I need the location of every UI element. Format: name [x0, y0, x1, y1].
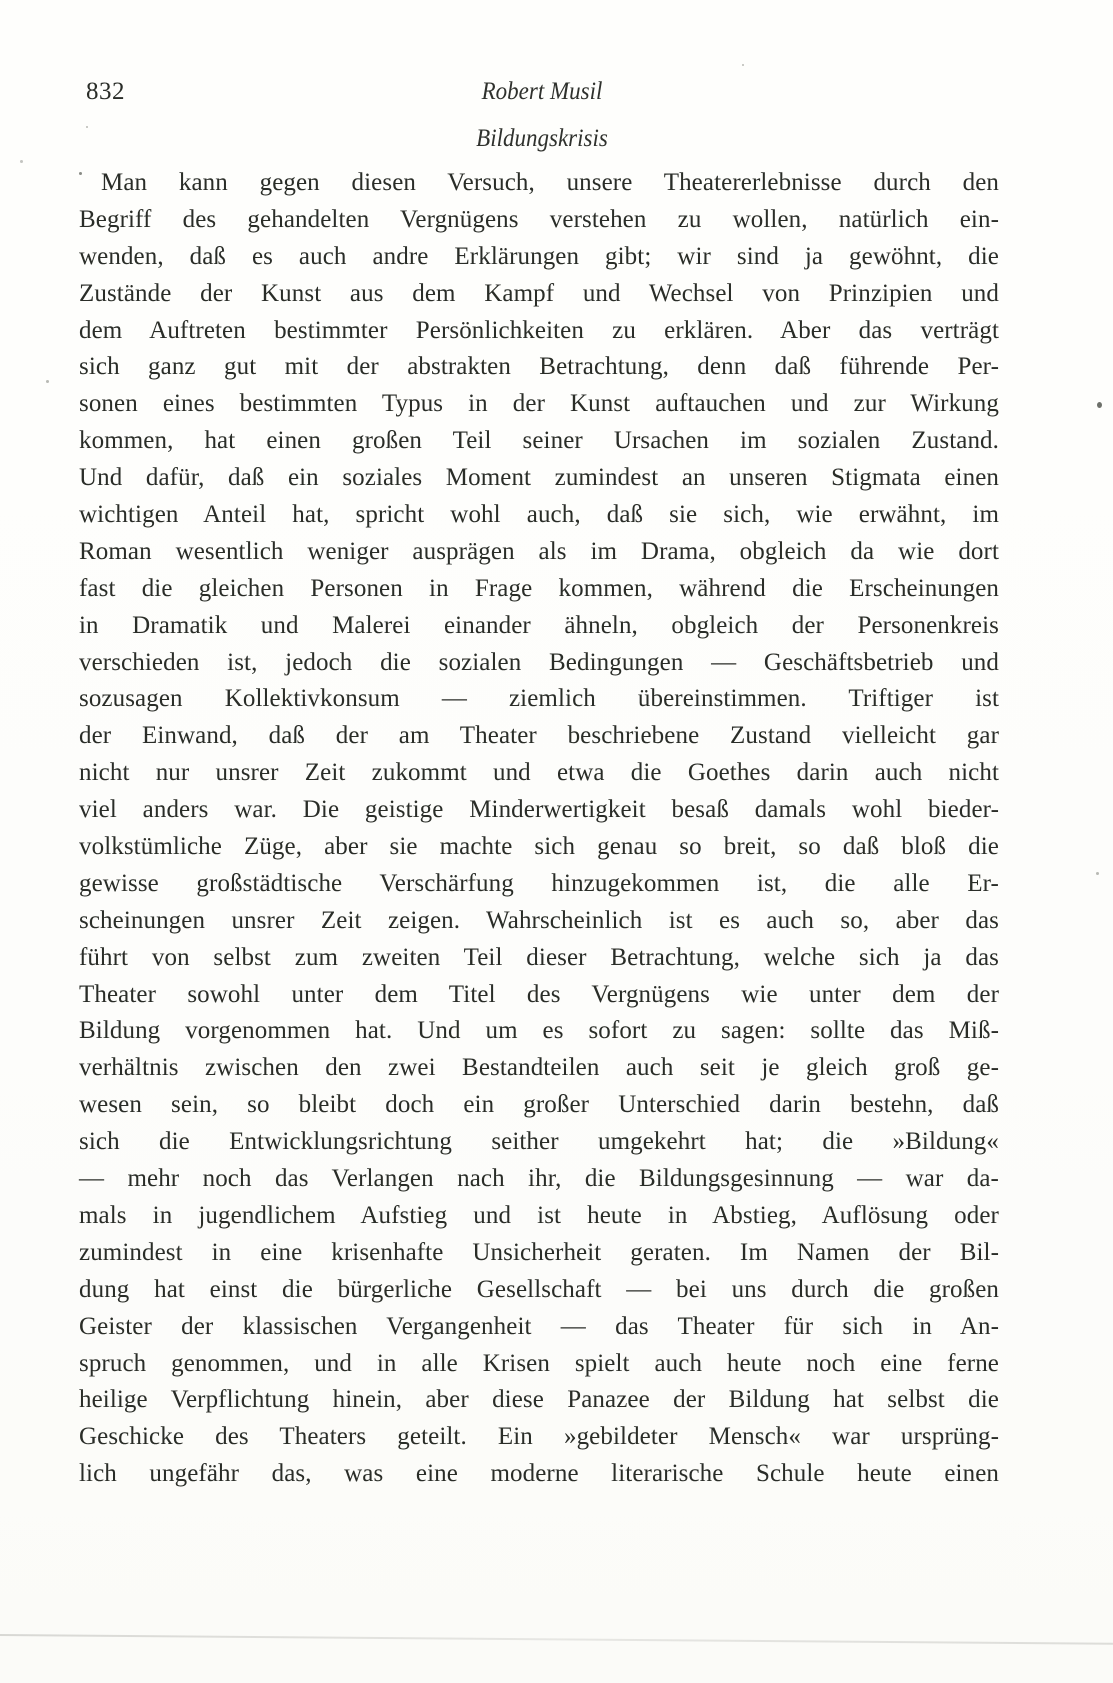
scan-speck [742, 64, 744, 66]
text-line: wichtigen Anteil hat, spricht wohl auch, daß sie sich, wie erwähnt, im [79, 501, 999, 529]
text-line: Man kann gegen diesen Versuch, unsere Theatererlebnisse durch den [101, 169, 999, 196]
body-text [79, 165, 999, 1493]
text-line: — mehr noch das Verlangen nach ihr, die Bildungsgesinnung — war da- [79, 1165, 999, 1193]
text-line: sozusagen Kollektivkonsum — ziemlich übereinstimmen. Triftiger ist [79, 685, 999, 713]
text-line: mals in jugendlichem Aufstieg und ist heute in Abstieg, Auflösung oder [79, 1201, 999, 1229]
running-head-author: Robert Musil [481, 78, 603, 105]
text-line: in Dramatik und Malerei einander ähneln, obgleich der Personenkreis [79, 611, 999, 639]
text-line: verschieden ist, jedoch die sozialen Bedingungen — Geschäftsbetrieb und [79, 648, 999, 676]
text-line: sich ganz gut mit der abstrakten Betrachtung, denn daß führende Per- [79, 353, 999, 381]
text-line: volkstümliche Züge, aber sie machte sich genau so breit, so daß bloß die [79, 833, 999, 861]
text-line: gewisse großstädtische Verschärfung hinzugekommen ist, die alle Er- [79, 869, 999, 897]
page-number: 832 [86, 78, 125, 105]
text-line: sonen eines bestimmten Typus in der Kunst auftauchen und zur Wirkung [79, 390, 999, 418]
text-line: wesen sein, so bleibt doch ein großer Unterschied darin bestehn, daß [79, 1091, 999, 1119]
text-line: scheinungen unsrer Zeit zeigen. Wahrscheinlich ist es auch so, aber das [79, 906, 999, 934]
scan-speck [46, 380, 49, 383]
text-line: sich die Entwicklungsrichtung seither umgekehrt hat; die »Bildung« [79, 1128, 999, 1156]
text-line: lich ungefähr das, was eine moderne literarische Schule heute einen [79, 1460, 999, 1488]
text-line: nicht nur unsrer Zeit zukommt und etwa die Goethes darin auch nicht [79, 759, 999, 787]
text-line: dung hat einst die bürgerliche Gesellschaft — bei uns durch die großen [79, 1275, 999, 1303]
text-line: der Einwand, daß der am Theater beschriebene Zustand vielleicht gar [79, 722, 999, 750]
text-line: heilige Verpflichtung hinein, aber diese Panazee der Bildung hat selbst die [79, 1386, 999, 1414]
text-line: Theater sowohl unter dem Titel des Vergnügens wie unter dem der [79, 980, 999, 1008]
text-line: Bildung vorgenommen hat. Und um es sofort zu sagen: sollte das Miß- [79, 1017, 999, 1045]
text-line: verhältnis zwischen den zwei Bestandteilen auch seit je gleich groß ge- [79, 1054, 999, 1082]
text-line: fast die gleichen Personen in Frage kommen, während die Erscheinungen [79, 574, 999, 602]
text-line: führt von selbst zum zweiten Teil dieser Betrachtung, welche sich ja das [79, 943, 999, 971]
text-line: Und dafür, daß ein soziales Moment zumindest an unseren Stigmata einen [79, 464, 999, 492]
text-line: Roman wesentlich weniger ausprägen als im Drama, obgleich da wie dort [79, 537, 999, 565]
text-line: spruch genommen, und in alle Krisen spielt auch heute noch eine ferne [79, 1349, 999, 1377]
scan-speck [1097, 402, 1102, 408]
scan-speck [79, 172, 82, 175]
section-title: Bildungskrisis [476, 125, 608, 152]
text-line: dem Auftreten bestimmter Persönlichkeiten zu erklären. Aber das verträgt [79, 316, 999, 344]
text-line: viel anders war. Die geistige Minderwertigkeit besaß damals wohl bieder- [79, 796, 999, 824]
text-line: Geister der klassischen Vergangenheit — das Theater für sich in An- [79, 1312, 999, 1340]
running-head [86, 78, 998, 118]
text-line: Geschicke des Theaters geteilt. Ein »gebildeter Mensch« war ursprüng- [79, 1423, 999, 1451]
text-line: zumindest in eine krisenhafte Unsicherheit geraten. Im Namen der Bil- [79, 1238, 999, 1266]
text-line: wenden, daß es auch andre Erklärungen gibt; wir sind ja gewöhnt, die [79, 242, 999, 270]
scan-speck [1096, 872, 1099, 875]
scan-speck [20, 160, 23, 163]
text-line: kommen, hat einen großen Teil seiner Ursachen im sozialen Zustand. [79, 427, 999, 455]
text-line: Begriff des gehandelten Vergnügens verstehen zu wollen, natürlich ein- [79, 205, 999, 233]
text-line: Zustände der Kunst aus dem Kampf und Wechsel von Prinzipien und [79, 279, 999, 307]
scan-speck [86, 126, 88, 128]
